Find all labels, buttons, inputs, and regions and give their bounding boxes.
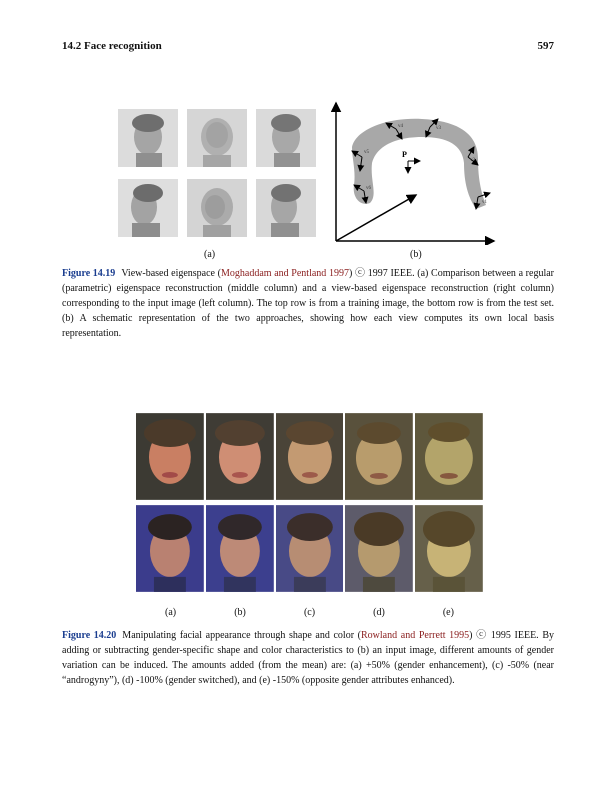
view-manifold <box>352 119 486 209</box>
figure-label: Figure 14.20 <box>62 630 117 641</box>
face-male-e <box>415 505 483 592</box>
caption-text: ) ⓒ 1995 IEEE. By adding or subtracting gender-specific shape and color characteristics to (b) an input image, different amounts of gender variation can be induced. The amounts added (from the mean) are: (a) +50% (gender enhancement), (c) -50% (near “androgyny”), (d) -100% (gender switched), and (e) -150% (opposite gender attributes enhanced). <box>62 630 554 686</box>
face-male-a <box>136 505 204 592</box>
caption-text: ) ⓒ 1997 IEEE. (a) Comparison between a regular (parametric) eigenspace reconstruction (middle column) and a view-based eigenspace reconstruction (right column) corresponding to the input image (left column). The top row is from a training image, the bottom row is from the test set. (b) A schematic representation of the two approaches, showing how each view computes its own local basis representation. <box>62 268 554 339</box>
view-based-eigenspace-diagram <box>330 99 498 245</box>
figure-14-19 <box>118 103 498 263</box>
face-female-c <box>276 413 344 500</box>
face-female-a <box>136 413 204 500</box>
figure-14-20 <box>136 413 483 623</box>
face-view-based-test <box>256 179 316 237</box>
subfigure-label-a: (a) <box>204 249 216 260</box>
face-female-b <box>206 413 274 500</box>
citation-link[interactable]: Rowland and Perrett 1995 <box>361 630 470 641</box>
figure-label: Figure 14.19 <box>62 268 116 279</box>
face-eigenspace-training <box>187 109 247 167</box>
subfigure-label-b: (b) <box>410 249 422 260</box>
subfigure-label-c: (c) <box>303 607 316 618</box>
face-eigenspace-test <box>187 179 247 237</box>
face-female-d <box>345 413 413 500</box>
subfigure-label-b: (b) <box>234 607 246 618</box>
subfigure-label-d: (d) <box>373 607 385 618</box>
face-input-test <box>118 179 178 237</box>
face-male-d <box>345 505 413 592</box>
eigenspace-face-grid <box>118 103 318 243</box>
figure-14-20-sublabels <box>136 607 483 618</box>
section-title: 14.2 Face recognition <box>62 40 162 52</box>
face-female-e <box>415 413 483 500</box>
running-head <box>62 40 554 52</box>
face-male-b <box>206 505 274 592</box>
face-row-female <box>136 413 483 500</box>
caption-figure-14-19 <box>62 266 554 341</box>
point-label: P <box>402 150 407 159</box>
axis-diagonal <box>336 195 416 241</box>
view-label-4: v4 <box>398 124 403 129</box>
caption-text: View-based eigenspace ( <box>121 268 221 279</box>
view-label-1: v1 <box>482 200 487 205</box>
face-view-based-training <box>256 109 316 167</box>
subfigure-label-a: (a) <box>165 607 177 618</box>
caption-figure-14-20 <box>62 628 554 688</box>
face-input-training <box>118 109 178 167</box>
view-label-2: v2 <box>470 158 475 163</box>
view-label-5: v5 <box>364 150 369 155</box>
page-number: 597 <box>537 40 554 52</box>
face-row-male <box>136 505 483 592</box>
caption-text: Manipulating facial appearance through shape and color ( <box>122 630 362 641</box>
view-label-6: v6 <box>366 186 371 191</box>
citation-link[interactable]: Moghaddam and Pentland 1997 <box>221 268 349 279</box>
subfigure-label-e: (e) <box>442 607 454 618</box>
view-label-3: v3 <box>436 126 441 131</box>
face-male-c <box>276 505 344 592</box>
